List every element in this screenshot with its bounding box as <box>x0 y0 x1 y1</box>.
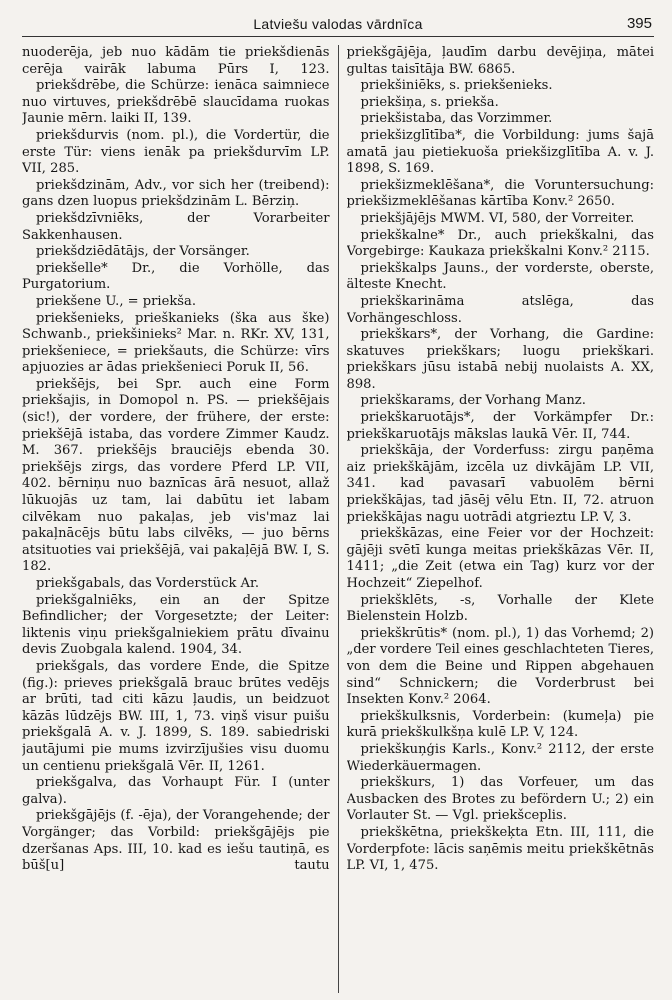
dictionary-entry: priekšgalva, das Vorhaupt Für. I (unter galva). <box>22 775 330 807</box>
dictionary-entry: priekšdzīvniēks, der Vorarbeiter Sakkenhausen. <box>22 210 330 243</box>
right-column <box>347 45 655 993</box>
dictionary-entry: priekšgals, das vordere Ende, die Spitze (fig.): prieves priekšgalā brauc brūtes vedējs ar brūti, tad citi kāzu ļaudis, un beidzuot kāzās lūdzējs BW. III, 1, 73. viņš visur puišu priekšgalā A. v. J. 1899, S. 189. sabiedriski jautājumi pie mums izvirzījušies visu duomu un centienu priekšgalā Vēr. II, 1261. <box>22 658 330 774</box>
dictionary-entry: priekškrūtis* (nom. pl.), 1) das Vorhemd; 2) „der vordere Teil eines geschlachteten Tieres, von dem die Beine und Rippen abgehauen sind“ Schnickern; die Vorderbrust bei Insekten Konv.² 2064. <box>346 625 655 708</box>
dictionary-entry: priekšelle* Dr., die Vorhölle, das Purgatorium. <box>22 260 330 293</box>
column-divider <box>338 45 339 993</box>
dictionary-entry: priekšgājēja, ļaudīm darbu devējiņa, mātei gultas taisītāja BW. 6865. <box>346 45 655 77</box>
dictionary-entry: priekšjājējs MWM. VI, 580, der Vorreiter. <box>360 210 635 226</box>
dictionary-entry: priekškars*, der Vorhang, die Gardine: skatuves priekškars; luogu priekškari. priekškars jūsu istabā nebij nuolaists A. XX, 898. <box>346 327 655 392</box>
dictionary-entry: priekšizglītība*, die Vorbildung: jums šajā amatā jau pietiekuoša priekšizglītība A. v. J. 1898, S. 169. <box>346 127 655 177</box>
dictionary-entry: priekšdrēbe, die Schürze: ienāca saimniece nuo virtuves, priekšdrēbē slaucīdama ruokas Jaunie mērn. laiki II, 139. <box>22 78 330 127</box>
dictionary-entry: priekškaruotājs*, der Vorkämpfer Dr.: priekškaruotājs mākslas laukā Vēr. II, 744. <box>346 410 655 442</box>
dictionary-entry: priekškarams, der Vorhang Manz. <box>360 393 586 409</box>
dictionary-entry: priekšiņa, s. priekša. <box>360 94 499 110</box>
dictionary-entry: priekškuņģis Karls., Konv.² 2112, der erste Wiederkäuermagen. <box>346 741 655 774</box>
dictionary-entry: priekšdurvis (nom. pl.), die Vordertür, die erste Tür: viens ienāk pa priekšdurvīm LP. VII, 285. <box>22 127 330 177</box>
dictionary-entry: priekšējs, bei Spr. auch eine Form priekšajis, in Domopol n. PS. — priekšējais (sic!), der vordere, der frühere, der erste: priekšējā istaba, das vordere Zimmer Kaudz. M. 367. priekšējs brauciējs ebenda 30. priekšējs zirgs, das vordere Pferd LP. VII, 402. bērniņu nuo baznīcas ārā nesuot, allaž lūkuojās uz tam, lai dabūtu iet labam cilvēkam nuo pakaļas, jeb vis'maz lai pakaļnācējs būtu labs cilvēks, — juo bērns atsituoties vai priekšējā, vai pakaļējā BW. I, S. 182. <box>22 376 330 575</box>
dictionary-entry: priekšizmeklēšana*, die Voruntersuchung: priekšizmeklēšanas kārtība Konv.² 2650. <box>346 177 655 210</box>
dictionary-entry: priekšenieks, prieškanieks (ška aus ške) Schwanb., priekšinieks² Mar. n. RKr. XV, 131, priekšeniece, = priekšauts, die Schürze: vīrs apjuozies ar ādas priekšenieci Poruk II, 56. <box>22 310 330 376</box>
dictionary-entry: priekškāzas, eine Feier vor der Hochzeit: gājēji svētī kunga meitas priekškāzas Vēr. II, 1411; „die Zeit (etwa ein Tag) kurz vor der Hochzeit“ Ziepelhof. <box>346 526 655 591</box>
left-column <box>22 45 330 993</box>
dictionary-entry: priekšgalniēks, ein an der Spitze Befindlicher; der Vorgesetzte; der Leiter: liktenis viņu priekšgalniekiem prātu dīvainu devis Zuobgala kalend. 1904, 34. <box>22 592 330 658</box>
dictionary-entry: priekšgājējs (f. -ēja), der Vorangehende; der Vorgänger; das Vorbild: priekšgājējs pie dzeršanas Aps. III, 10. kad es iešu tautiņā, es būš[u] tautu <box>22 808 330 874</box>
dictionary-entry: priekšklēts, -s, Vorhalle der Klete Bielenstein Holzb. <box>346 592 655 625</box>
page-title: Latviešu valodas vārdnīca <box>253 16 423 32</box>
dictionary-entry: priekškalps Jauns., der vorderste, oberste, älteste Knecht. <box>346 260 655 293</box>
text-columns <box>22 45 654 993</box>
dictionary-entry: priekškarināma atslēga, das Vorhängeschloss. <box>346 293 655 326</box>
dictionary-entry: priekšene U., = priekša. <box>36 293 196 309</box>
dictionary-entry: priekškulksnis, Vorderbein: (kumeļa) pie kurā priekškulkšņa kulē LP. V, 124. <box>346 708 655 741</box>
page-number: 395 <box>626 15 652 32</box>
dictionary-entry: nuoderēja, jeb nuo kādām tie priekšdienās cerēja vairāk labuma Pūrs I, 123. <box>22 45 330 77</box>
dictionary-entry: priekškurs, 1) das Vorfeuer, um das Ausbacken des Brotes zu befördern U.; 2) ein Vorlauter St. — Vgl. priekšceplis. <box>346 775 655 824</box>
dictionary-entry: priekšgabals, das Vorderstück Ar. <box>36 576 259 591</box>
page-header <box>22 14 654 37</box>
dictionary-entry: priekškētna, priekškeķta Etn. III, 111, die Vorderpfote: lācis saņēmis meitu priekškētnās LP. VI, 1, 475. <box>346 824 655 874</box>
dictionary-entry: priekšiniēks, s. priekšenieks. <box>360 78 553 94</box>
dictionary-entry: priekšdzinām, Adv., vor sich her (treibend): gans dzen luopus priekšdzinām L. Bērziņ. <box>22 177 330 210</box>
dictionary-entry: priekšistaba, das Vorzimmer. <box>360 111 553 127</box>
dictionary-entry: priekškāja, der Vorderfuss: zirgu paņēma aiz priekškājām, izcēla uz divkājām LP. VII, 341. kad pavasarī vabuolēm bērni priekškājas, tad jāsēj vēlu Etn. II, 72. atruon priekškājas nagu uotrādi atgrieztu LP. V, 3. <box>346 443 655 525</box>
dictionary-entry: priekškalne* Dr., auch priekškalni, das Vorgebirge: Kaukaza priekškalni Konv.² 2115. <box>346 227 655 260</box>
dictionary-entry: priekšdziēdātājs, der Vorsänger. <box>36 244 250 260</box>
